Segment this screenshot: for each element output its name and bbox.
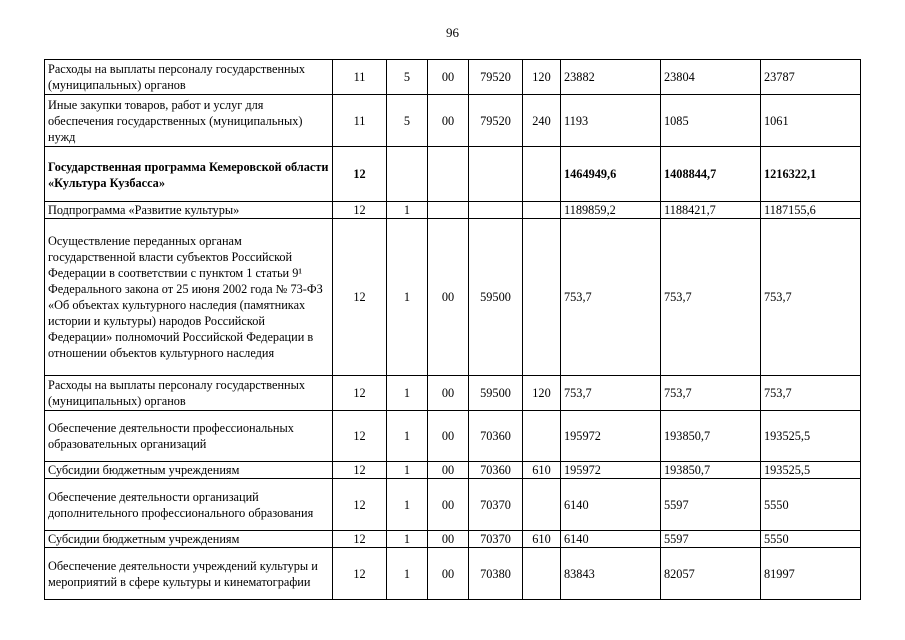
value-year-1: 6140 xyxy=(561,531,661,548)
table-row xyxy=(45,479,861,531)
code-expense-type: 120 xyxy=(523,376,561,411)
value-year-3: 23787 xyxy=(761,60,861,95)
value-year-1: 753,7 xyxy=(561,219,661,376)
code-direction: 70370 xyxy=(469,479,523,531)
code-expense-type xyxy=(523,219,561,376)
table-row xyxy=(45,147,861,202)
code-expense-type xyxy=(523,411,561,462)
value-year-2: 193850,7 xyxy=(661,411,761,462)
code-ministry: 12 xyxy=(333,548,387,600)
code-direction: 79520 xyxy=(469,60,523,95)
code-expense-type: 240 xyxy=(523,95,561,147)
code-program: 1 xyxy=(387,202,428,219)
page-number: 96 xyxy=(446,25,459,40)
code-program: 5 xyxy=(387,95,428,147)
row-name: Обеспечение деятельности организаций дополнительного профессионального образования xyxy=(45,479,333,531)
value-year-3: 753,7 xyxy=(761,219,861,376)
row-name: Иные закупки товаров, работ и услуг для обеспечения государственных (муниципальных) нужд xyxy=(45,95,333,147)
code-ministry: 12 xyxy=(333,376,387,411)
budget-table xyxy=(44,59,861,600)
code-program: 1 xyxy=(387,462,428,479)
row-name: Обеспечение деятельности профессиональных образовательных организаций xyxy=(45,411,333,462)
code-program xyxy=(387,147,428,202)
table-row xyxy=(45,219,861,376)
code-ministry: 12 xyxy=(333,147,387,202)
code-subprogram: 00 xyxy=(428,548,469,600)
code-expense-type: 610 xyxy=(523,531,561,548)
value-year-2: 1408844,7 xyxy=(661,147,761,202)
code-subprogram: 00 xyxy=(428,479,469,531)
value-year-3: 5550 xyxy=(761,531,861,548)
code-ministry: 11 xyxy=(333,95,387,147)
value-year-2: 5597 xyxy=(661,479,761,531)
code-program: 1 xyxy=(387,411,428,462)
value-year-2: 82057 xyxy=(661,548,761,600)
code-direction: 79520 xyxy=(469,95,523,147)
value-year-3: 1216322,1 xyxy=(761,147,861,202)
code-expense-type: 120 xyxy=(523,60,561,95)
value-year-3: 1187155,6 xyxy=(761,202,861,219)
code-program: 1 xyxy=(387,548,428,600)
table-row xyxy=(45,60,861,95)
table-row xyxy=(45,548,861,600)
code-subprogram: 00 xyxy=(428,462,469,479)
row-name: Государственная программа Кемеровской области «Культура Кузбасса» xyxy=(45,147,333,202)
code-direction: 59500 xyxy=(469,376,523,411)
code-subprogram xyxy=(428,147,469,202)
code-direction: 70360 xyxy=(469,462,523,479)
value-year-2: 5597 xyxy=(661,531,761,548)
code-direction xyxy=(469,202,523,219)
code-ministry: 12 xyxy=(333,202,387,219)
row-name: Расходы на выплаты персоналу государственных (муниципальных) органов xyxy=(45,60,333,95)
code-program: 1 xyxy=(387,219,428,376)
row-name: Субсидии бюджетным учреждениям xyxy=(45,462,333,479)
code-subprogram: 00 xyxy=(428,219,469,376)
code-subprogram: 00 xyxy=(428,531,469,548)
code-ministry: 12 xyxy=(333,411,387,462)
code-expense-type xyxy=(523,548,561,600)
code-direction: 70370 xyxy=(469,531,523,548)
code-ministry: 12 xyxy=(333,479,387,531)
row-name: Расходы на выплаты персоналу государственных (муниципальных) органов xyxy=(45,376,333,411)
table-row xyxy=(45,411,861,462)
value-year-1: 6140 xyxy=(561,479,661,531)
code-program: 5 xyxy=(387,60,428,95)
code-subprogram: 00 xyxy=(428,411,469,462)
value-year-2: 1188421,7 xyxy=(661,202,761,219)
table-row xyxy=(45,202,861,219)
code-expense-type xyxy=(523,202,561,219)
code-program: 1 xyxy=(387,376,428,411)
code-ministry: 12 xyxy=(333,531,387,548)
value-year-3: 81997 xyxy=(761,548,861,600)
value-year-1: 195972 xyxy=(561,411,661,462)
value-year-3: 5550 xyxy=(761,479,861,531)
value-year-1: 1193 xyxy=(561,95,661,147)
code-direction xyxy=(469,147,523,202)
code-subprogram: 00 xyxy=(428,95,469,147)
row-name: Субсидии бюджетным учреждениям xyxy=(45,531,333,548)
value-year-2: 753,7 xyxy=(661,376,761,411)
value-year-2: 753,7 xyxy=(661,219,761,376)
code-direction: 59500 xyxy=(469,219,523,376)
value-year-1: 753,7 xyxy=(561,376,661,411)
value-year-2: 23804 xyxy=(661,60,761,95)
value-year-1: 23882 xyxy=(561,60,661,95)
code-expense-type: 610 xyxy=(523,462,561,479)
table-row xyxy=(45,462,861,479)
code-program: 1 xyxy=(387,479,428,531)
code-ministry: 12 xyxy=(333,219,387,376)
value-year-1: 195972 xyxy=(561,462,661,479)
code-expense-type xyxy=(523,147,561,202)
table-row xyxy=(45,376,861,411)
code-ministry: 12 xyxy=(333,462,387,479)
code-subprogram: 00 xyxy=(428,376,469,411)
code-program: 1 xyxy=(387,531,428,548)
code-direction: 70360 xyxy=(469,411,523,462)
value-year-2: 193850,7 xyxy=(661,462,761,479)
row-name: Осуществление переданных органам государственной власти субъектов Российской Федерации в соответствии с пунктом 1 статьи 9¹ Федерального закона от 25 июня 2002 года № 73-ФЗ «Об объектах культурного наследия (памятниках истории и культуры) народов Российской Федерации» полномочий Российской Федерации в отношении объектов культурного наследия xyxy=(45,219,333,376)
value-year-3: 753,7 xyxy=(761,376,861,411)
value-year-1: 1189859,2 xyxy=(561,202,661,219)
code-subprogram xyxy=(428,202,469,219)
code-expense-type xyxy=(523,479,561,531)
code-ministry: 11 xyxy=(333,60,387,95)
value-year-3: 193525,5 xyxy=(761,411,861,462)
value-year-3: 193525,5 xyxy=(761,462,861,479)
value-year-1: 83843 xyxy=(561,548,661,600)
value-year-1: 1464949,6 xyxy=(561,147,661,202)
value-year-2: 1085 xyxy=(661,95,761,147)
table-row xyxy=(45,95,861,147)
table-row xyxy=(45,531,861,548)
value-year-3: 1061 xyxy=(761,95,861,147)
code-direction: 70380 xyxy=(469,548,523,600)
row-name: Подпрограмма «Развитие культуры» xyxy=(45,202,333,219)
row-name: Обеспечение деятельности учреждений культуры и мероприятий в сфере культуры и кинематографии xyxy=(45,548,333,600)
code-subprogram: 00 xyxy=(428,60,469,95)
